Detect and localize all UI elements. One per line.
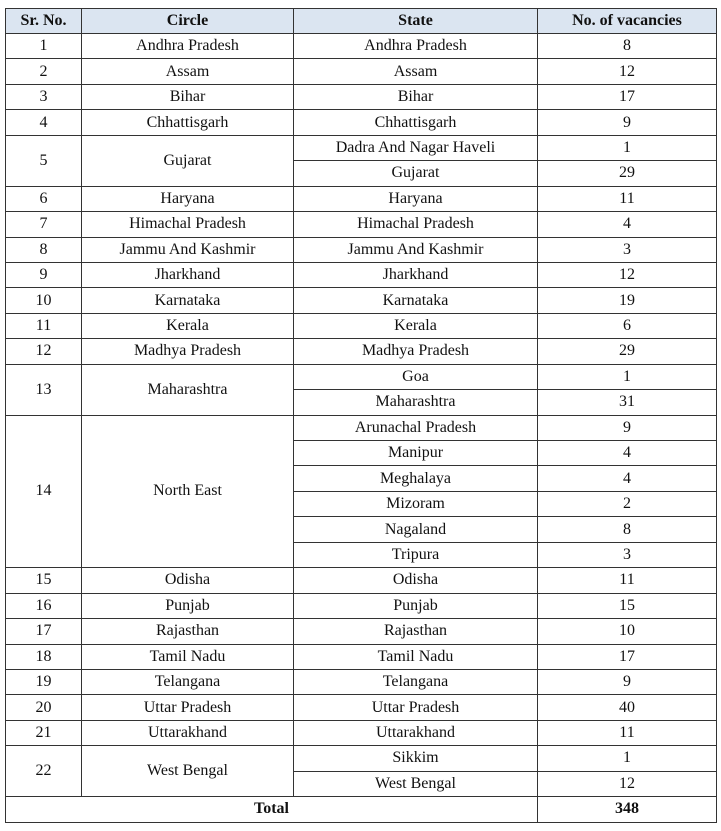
vacancies-cell: 17 [538, 84, 717, 109]
vacancies-cell: 4 [538, 466, 717, 491]
total-row [6, 797, 717, 822]
state-cell: Assam [294, 59, 538, 84]
vacancies-cell: 17 [538, 644, 717, 669]
circle-cell: Odisha [82, 568, 294, 593]
table-row [6, 135, 717, 160]
state-cell: Himachal Pradesh [294, 212, 538, 237]
total-value: 348 [538, 797, 717, 822]
state-cell: Jharkhand [294, 262, 538, 287]
table-row [6, 313, 717, 338]
header-circle: Circle [82, 9, 294, 34]
circle-cell: Uttarakhand [82, 720, 294, 745]
total-label: Total [6, 797, 538, 822]
state-cell: Uttarakhand [294, 720, 538, 745]
state-cell: Karnataka [294, 288, 538, 313]
circle-cell: Punjab [82, 593, 294, 618]
state-cell: Arunachal Pradesh [294, 415, 538, 440]
sr-no-cell: 7 [6, 212, 82, 237]
table-row [6, 593, 717, 618]
state-cell: West Bengal [294, 771, 538, 796]
circle-cell: Maharashtra [82, 364, 294, 415]
vacancies-cell: 10 [538, 619, 717, 644]
state-cell: Andhra Pradesh [294, 34, 538, 59]
sr-no-cell: 13 [6, 364, 82, 415]
state-cell: Gujarat [294, 161, 538, 186]
circle-cell: Haryana [82, 186, 294, 211]
sr-no-cell: 6 [6, 186, 82, 211]
table-row [6, 59, 717, 84]
state-cell: Bihar [294, 84, 538, 109]
vacancies-cell: 15 [538, 593, 717, 618]
vacancies-cell: 9 [538, 110, 717, 135]
state-cell: Nagaland [294, 517, 538, 542]
table-row [6, 695, 717, 720]
vacancies-cell: 11 [538, 568, 717, 593]
circle-cell: Rajasthan [82, 619, 294, 644]
sr-no-cell: 3 [6, 84, 82, 109]
vacancies-cell: 19 [538, 288, 717, 313]
sr-no-cell: 19 [6, 669, 82, 694]
state-cell: Telangana [294, 669, 538, 694]
circle-cell: Andhra Pradesh [82, 34, 294, 59]
vacancies-cell: 1 [538, 364, 717, 389]
circle-cell: Jharkhand [82, 262, 294, 287]
state-cell: Madhya Pradesh [294, 339, 538, 364]
state-cell: Kerala [294, 313, 538, 338]
table-row [6, 364, 717, 389]
circle-cell: Gujarat [82, 135, 294, 186]
vacancies-cell: 11 [538, 720, 717, 745]
state-cell: Dadra And Nagar Haveli [294, 135, 538, 160]
vacancies-cell: 29 [538, 339, 717, 364]
state-cell: Mizoram [294, 491, 538, 516]
circle-cell: Tamil Nadu [82, 644, 294, 669]
circle-cell: Madhya Pradesh [82, 339, 294, 364]
vacancies-cell: 1 [538, 135, 717, 160]
sr-no-cell: 21 [6, 720, 82, 745]
header-vacancies: No. of vacancies [538, 9, 717, 34]
vacancies-cell: 8 [538, 34, 717, 59]
table-row [6, 644, 717, 669]
vacancies-cell: 11 [538, 186, 717, 211]
vacancies-cell: 9 [538, 415, 717, 440]
table-row [6, 34, 717, 59]
state-cell: Punjab [294, 593, 538, 618]
table-row [6, 720, 717, 745]
table-row [6, 110, 717, 135]
circle-cell: Karnataka [82, 288, 294, 313]
header-sr-no: Sr. No. [6, 9, 82, 34]
circle-cell: Jammu And Kashmir [82, 237, 294, 262]
state-cell: Sikkim [294, 746, 538, 771]
table-row [6, 84, 717, 109]
vacancies-cell: 3 [538, 237, 717, 262]
circle-cell: North East [82, 415, 294, 568]
sr-no-cell: 20 [6, 695, 82, 720]
sr-no-cell: 18 [6, 644, 82, 669]
sr-no-cell: 14 [6, 415, 82, 568]
state-cell: Uttar Pradesh [294, 695, 538, 720]
state-cell: Odisha [294, 568, 538, 593]
vacancies-cell: 4 [538, 441, 717, 466]
state-cell: Tamil Nadu [294, 644, 538, 669]
vacancies-cell: 12 [538, 59, 717, 84]
circle-cell: Himachal Pradesh [82, 212, 294, 237]
table-row [6, 262, 717, 287]
sr-no-cell: 15 [6, 568, 82, 593]
circle-cell: Uttar Pradesh [82, 695, 294, 720]
sr-no-cell: 9 [6, 262, 82, 287]
sr-no-cell: 10 [6, 288, 82, 313]
sr-no-cell: 11 [6, 313, 82, 338]
vacancies-cell: 1 [538, 746, 717, 771]
sr-no-cell: 8 [6, 237, 82, 262]
sr-no-cell: 17 [6, 619, 82, 644]
sr-no-cell: 22 [6, 746, 82, 797]
vacancies-cell: 12 [538, 771, 717, 796]
vacancies-table [5, 8, 717, 823]
vacancies-cell: 8 [538, 517, 717, 542]
vacancies-cell: 9 [538, 669, 717, 694]
vacancies-cell: 31 [538, 390, 717, 415]
vacancies-cell: 29 [538, 161, 717, 186]
table-row [6, 568, 717, 593]
state-cell: Chhattisgarh [294, 110, 538, 135]
state-cell: Rajasthan [294, 619, 538, 644]
header-row [6, 9, 717, 34]
table-row [6, 669, 717, 694]
vacancies-cell: 3 [538, 542, 717, 567]
table-row [6, 339, 717, 364]
sr-no-cell: 2 [6, 59, 82, 84]
vacancies-cell: 6 [538, 313, 717, 338]
vacancies-cell: 2 [538, 491, 717, 516]
circle-cell: Telangana [82, 669, 294, 694]
table-row [6, 237, 717, 262]
state-cell: Jammu And Kashmir [294, 237, 538, 262]
vacancies-cell: 4 [538, 212, 717, 237]
table-body [6, 34, 717, 797]
circle-cell: Kerala [82, 313, 294, 338]
table-row [6, 288, 717, 313]
circle-cell: Chhattisgarh [82, 110, 294, 135]
sr-no-cell: 4 [6, 110, 82, 135]
vacancies-cell: 12 [538, 262, 717, 287]
state-cell: Haryana [294, 186, 538, 211]
state-cell: Maharashtra [294, 390, 538, 415]
table-row [6, 746, 717, 771]
table-row [6, 212, 717, 237]
sr-no-cell: 16 [6, 593, 82, 618]
table-row [6, 186, 717, 211]
table-row [6, 415, 717, 440]
circle-cell: Bihar [82, 84, 294, 109]
header-state: State [294, 9, 538, 34]
sr-no-cell: 5 [6, 135, 82, 186]
table-footer [6, 797, 717, 822]
state-cell: Manipur [294, 441, 538, 466]
sr-no-cell: 1 [6, 34, 82, 59]
circle-cell: West Bengal [82, 746, 294, 797]
vacancies-cell: 40 [538, 695, 717, 720]
state-cell: Tripura [294, 542, 538, 567]
table-header [6, 9, 717, 34]
circle-cell: Assam [82, 59, 294, 84]
state-cell: Goa [294, 364, 538, 389]
state-cell: Meghalaya [294, 466, 538, 491]
table-row [6, 619, 717, 644]
sr-no-cell: 12 [6, 339, 82, 364]
